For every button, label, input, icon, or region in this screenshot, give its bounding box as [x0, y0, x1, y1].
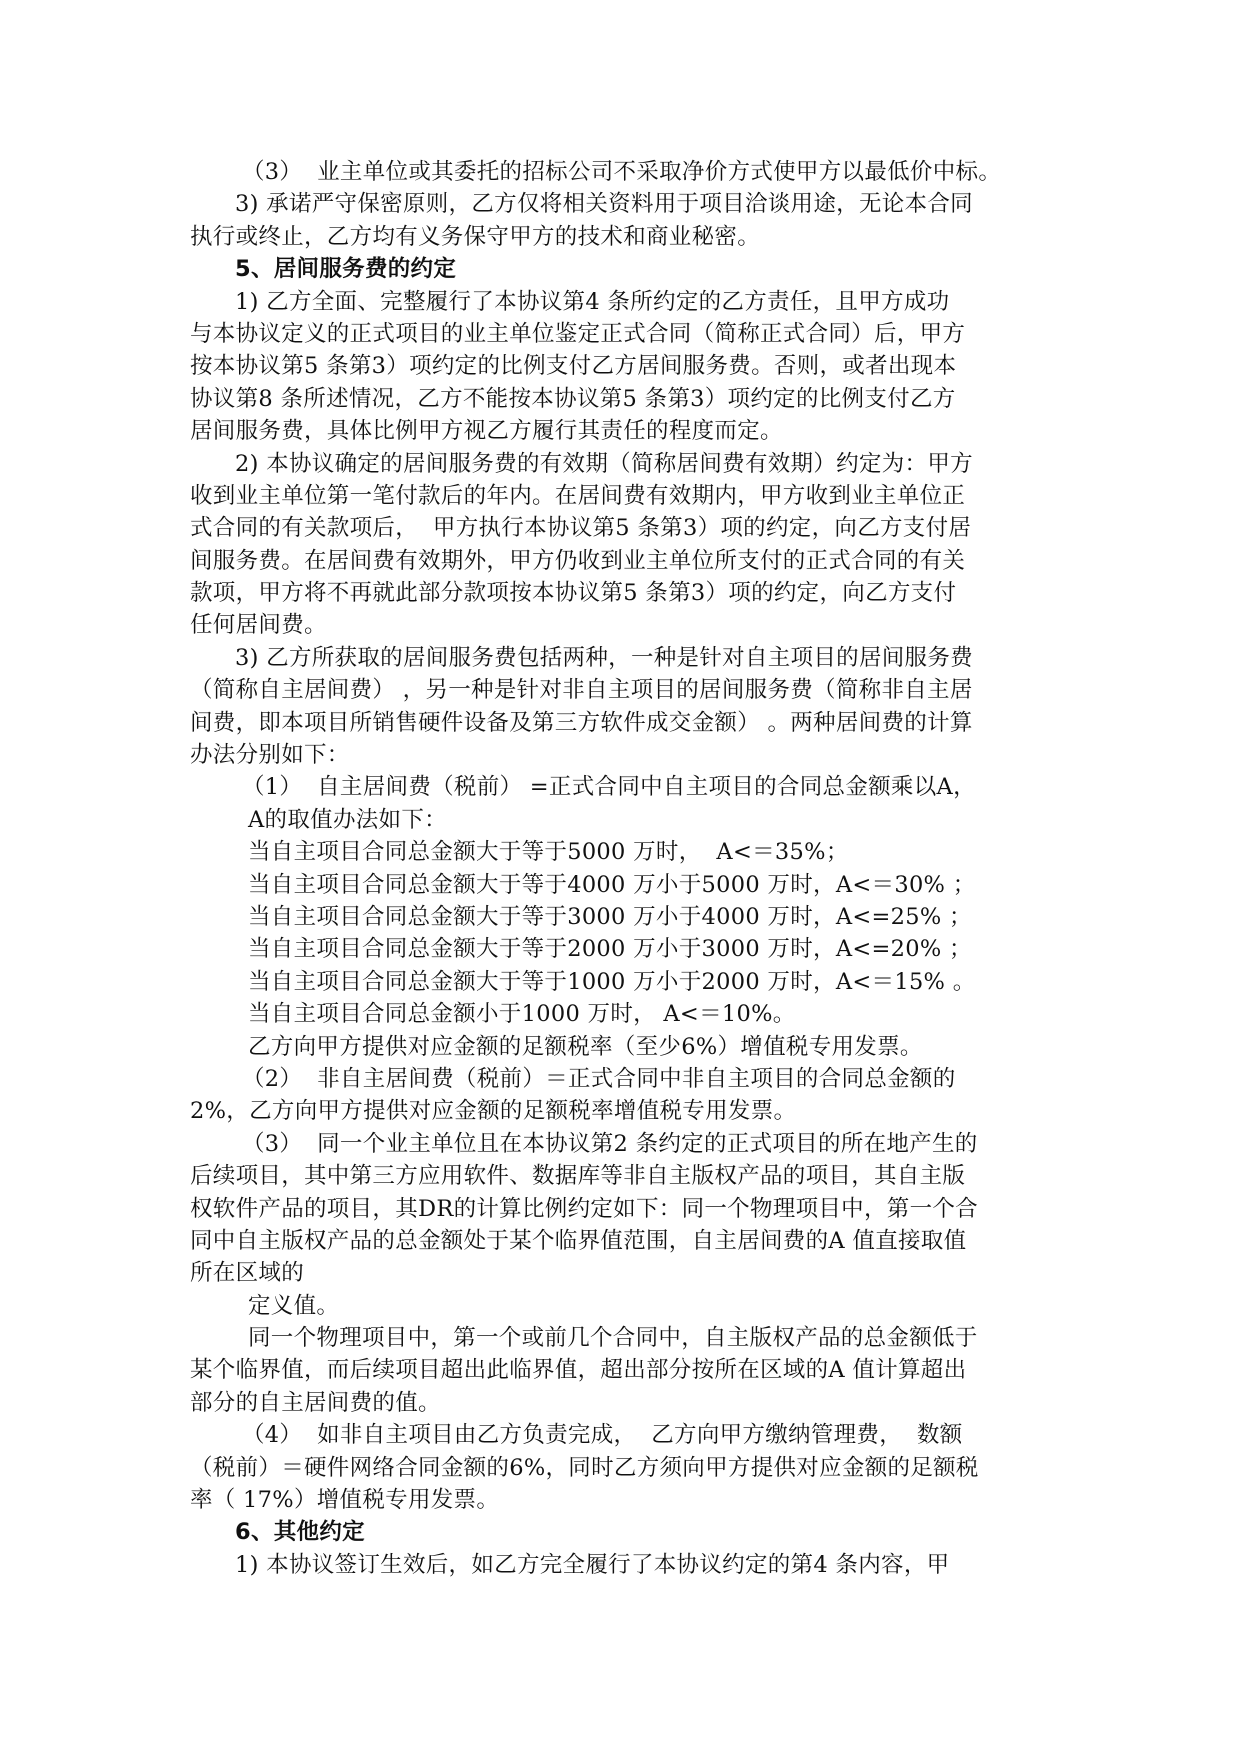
text-line: 按本协议第5 条第3）项约定的比例支付乙方居间服务费。否则，或者出现本 [190, 353, 957, 380]
text-line: 1) 乙方全面、完整履行了本协议第4 条所约定的乙方责任，且甲方成功 [235, 288, 950, 315]
text-line: （1） 自主居间费（税前） =正式合同中自主项目的合同总金额乘以A， [242, 774, 976, 801]
text-line: 同一个物理项目中，第一个或前几个合同中，自主版权产品的总金额低于 [248, 1325, 978, 1352]
text-line: 间服务费。在居间费有效期外，甲方仍收到业主单位所支付的正式合同的有关 [190, 547, 966, 574]
text-line: 部分的自主居间费的值。 [190, 1389, 441, 1416]
text-line: 当自主项目合同总金额大于等于3000 万小于4000 万时，A<=25% ； [248, 903, 972, 930]
text-line: 后续项目，其中第三方应用软件、数据库等非自主版权产品的项目，其自主版 [190, 1163, 966, 1190]
text-line: （简称自主居间费） ，另一种是针对非自主项目的居间服务费（简称非自主居 [190, 677, 973, 704]
section-heading: 5、居间服务费的约定 [235, 256, 457, 283]
text-line: 2%，乙方向甲方提供对应金额的足额税率增值税专用发票。 [190, 1098, 797, 1125]
document-page [190, 156, 1050, 1581]
text-line: 式合同的有关款项后， 甲方执行本协议第5 条第3）项的约定，向乙方支付居 [190, 515, 972, 542]
text-line: 权软件产品的项目，其DR的计算比例约定如下：同一个物理项目中，第一个合 [190, 1195, 978, 1222]
text-line: 款项，甲方将不再就此部分款项按本协议第5 条第3）项的约定，向乙方支付 [190, 580, 957, 607]
text-line: 率（ 17%）增值税专用发票。 [190, 1487, 500, 1514]
text-line: A的取值办法如下： [248, 806, 447, 833]
text-line: 当自主项目合同总金额大于等于5000 万时， A<＝35%； [248, 839, 849, 866]
text-line: 任何居间费。 [190, 612, 327, 639]
text-line: （3） 业主单位或其委托的招标公司不采取净价方式使甲方以最低价中标。 [242, 159, 1002, 185]
text-line: 当自主项目合同总金额大于等于4000 万小于5000 万时，A<＝30% ； [248, 871, 976, 898]
text-line: 定义值。 [248, 1292, 340, 1319]
text-line: 当自主项目合同总金额大于等于1000 万小于2000 万时，A<＝15% 。 [248, 968, 976, 995]
text-line: 乙方向甲方提供对应金额的足额税率（至少6%）增值税专用发票。 [248, 1033, 923, 1060]
text-line: 某个临界值，而后续项目超出此临界值，超出部分按所在区域的A 值计算超出 [190, 1357, 967, 1384]
text-line: （4） 如非自主项目由乙方负责完成， 乙方向甲方缴纳管理费， 数额 [242, 1422, 963, 1449]
text-line: 办法分别如下： [190, 742, 350, 769]
text-line: （税前）＝硬件网络合同金额的6%，同时乙方须向甲方提供对应金额的足额税 [190, 1454, 979, 1481]
text-line: 当自主项目合同总金额大于等于2000 万小于3000 万时，A<=20% ； [248, 936, 972, 963]
text-line: 协议第8 条所述情况，乙方不能按本协议第5 条第3）项约定的比例支付乙方 [190, 385, 956, 412]
section-heading: 6、其他约定 [235, 1519, 365, 1546]
text-line: 同中自主版权产品的总金额处于某个临界值范围，自主居间费的A 值直接取值 [190, 1227, 967, 1254]
text-line: 收到业主单位第一笔付款后的年内。在居间费有效期内，甲方收到业主单位正 [190, 482, 966, 509]
text-line: 1) 本协议签订生效后，如乙方完全履行了本协议约定的第4 条内容，甲 [235, 1551, 950, 1578]
text-line: 2) 本协议确定的居间服务费的有效期（简称居间费有效期）约定为：甲方 [235, 450, 973, 477]
text-line: 与本协议定义的正式项目的业主单位鉴定正式合同（简称正式合同）后，甲方 [190, 320, 966, 347]
text-line: 间费，即本项目所销售硬件设备及第三方软件成交金额） 。两种居间费的计算 [190, 709, 973, 736]
text-line: （2） 非自主居间费（税前）＝正式合同中非自主项目的合同总金额的 [242, 1065, 956, 1092]
text-line: （3） 同一个业主单位且在本协议第2 条约定的正式项目的所在地产生的 [242, 1130, 978, 1157]
text-line: 所在区域的 [190, 1260, 305, 1287]
text-line: 3) 乙方所获取的居间服务费包括两种，一种是针对自主项目的居间服务费 [235, 644, 973, 671]
text-line: 居间服务费，具体比例甲方视乙方履行其责任的程度而定。 [190, 418, 783, 445]
text-line: 执行或终止，乙方均有义务保守甲方的技术和商业秘密。 [190, 223, 761, 250]
text-line: 3) 承诺严守保密原则，乙方仅将相关资料用于项目洽谈用途，无论本合同 [235, 191, 973, 218]
text-line: 当自主项目合同总金额小于1000 万时， A<＝10%。 [248, 1001, 796, 1028]
